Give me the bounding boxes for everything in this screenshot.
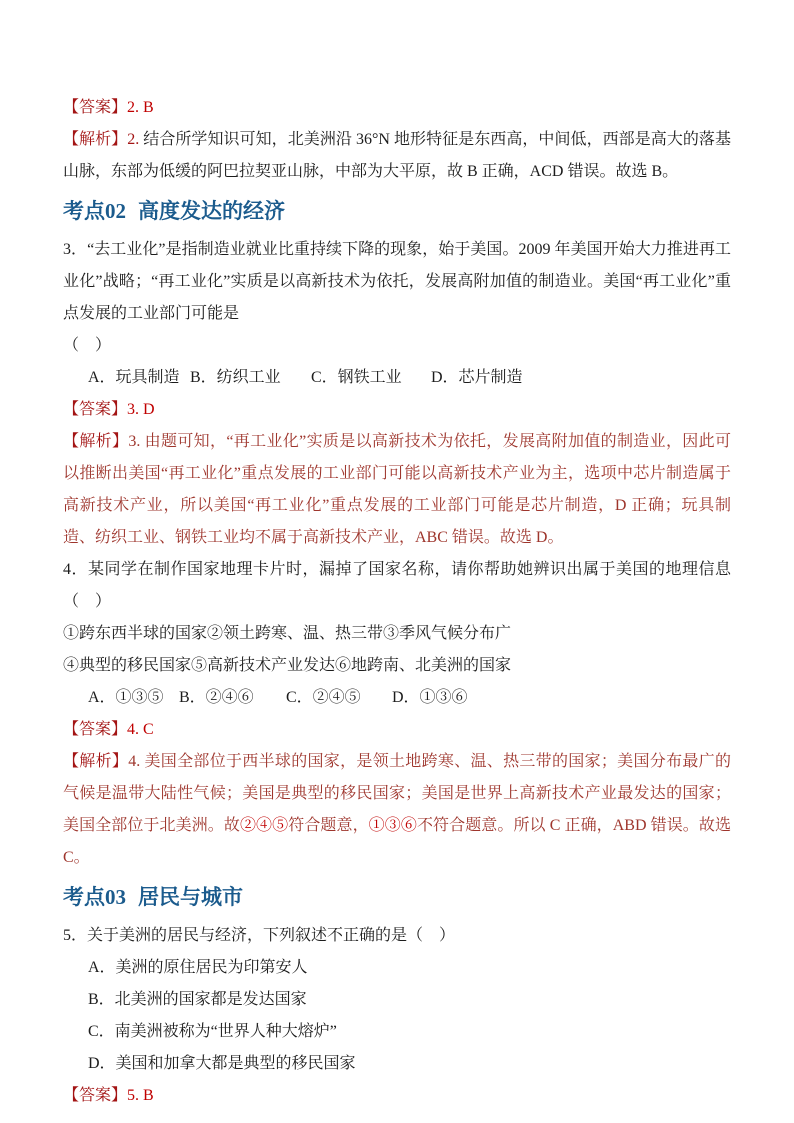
answer-value: 3. D — [127, 401, 155, 418]
option-item: B．②④⑥ — [179, 689, 254, 706]
analysis-paragraph — [63, 746, 731, 874]
analysis-label: 【解析】 — [63, 753, 129, 770]
option-item: D．芯片制造 — [431, 369, 523, 386]
option-item: C．钢铁工业 — [311, 369, 402, 386]
answer-value: 4. C — [127, 721, 154, 738]
option-item: D．①③⑥ — [392, 689, 468, 706]
question-stem: 3．“去工业化”是指制造业就业比重持续下降的现象，始于美国。2009 年美国开始大力推进再工业化”战略；“再工业化”实质是以高新技术为依托，发展高附加值的制造业。美国“再工业化”重点发展的工业部门可能是 — [63, 241, 731, 322]
analysis-text: 4. 美国全部位于西半球的国家，是领土地跨寒、温、热三带的国家；美国分布最广的气候是温带大陆性气候；美国是典型的移民国家；美国是世界上高新技术产业最发达的国家；美国全部位于北美洲。故 — [63, 753, 731, 834]
option-item: C．②④⑤ — [286, 689, 361, 706]
analysis-text: 不符合题意。所以 C 正确，ABD 错误。故选 C。 — [63, 817, 731, 866]
answer-label: 【答案】 — [63, 401, 128, 418]
analysis-text: 结合所学知识可知，北美洲沿 36°N 地形特征是东西高，中间低，西部是高大的落基山脉，东部为低缓的阿巴拉契亚山脉，中部为大平原，故 B 正确，ACD 错误。故选 B。 — [63, 131, 731, 180]
answer-line — [63, 714, 731, 746]
option-item: C．南美洲被称为“世界人种大熔炉” — [88, 1023, 337, 1040]
answer-label: 【答案】 — [63, 721, 128, 738]
option-item: A．玩具制造 — [88, 369, 180, 386]
analysis-text: 3. 由题可知，“再工业化”实质是以高新技术为依托，发展高附加值的制造业，因此可以推断出美国“再工业化”重点发展的工业部门可能以高新技术产业为主，选项中芯片制造属于高新技术产业，所以美国“再工业化”重点发展的工业部门可能是芯片制造，D 正确；玩具制造、纺织工业、钢铁工业均不属于高新技术产业，ABC 错误。故选 D。 — [63, 433, 731, 546]
analysis-label: 【解析】 — [63, 433, 129, 450]
analysis-label: 【解析】 — [63, 131, 128, 148]
section-title: 高度发达的经济 — [138, 199, 285, 223]
section-heading — [63, 196, 731, 226]
answer-line — [63, 92, 731, 124]
option-item: B．北美洲的国家都是发达国家 — [88, 991, 307, 1008]
analysis-text: 符合题意， — [288, 817, 369, 834]
section-title: 居民与城市 — [138, 885, 243, 909]
analysis-paragraph — [63, 426, 731, 554]
circled-numbers: ②④⑤ — [239, 817, 289, 834]
section-heading — [63, 882, 731, 912]
answer-label: 【答案】 — [63, 99, 128, 116]
answer-line — [63, 394, 731, 426]
info-line: ④典型的移民国家⑤高新技术产业发达⑥地跨南、北美洲的国家 — [63, 657, 512, 674]
option-item: D．美国和加拿大都是典型的移民国家 — [88, 1055, 356, 1072]
options-row — [63, 362, 731, 394]
circled-numbers: ①③⑥ — [368, 817, 417, 834]
section-number: 考点02 — [63, 199, 126, 223]
option-item: A．①③⑤ — [88, 689, 164, 706]
info-line: ①跨东西半球的国家②领土跨寒、温、热三带③季风气候分布广 — [63, 625, 512, 642]
section-number: 考点03 — [63, 885, 126, 909]
answer-line — [63, 1080, 731, 1112]
analysis-paragraph — [63, 124, 731, 188]
question-stem: 4．某同学在制作国家地理卡片时，漏掉了国家名称，请你帮助她辨识出属于美国的地理信息（ ） — [63, 561, 731, 610]
analysis-number: 2. — [127, 131, 144, 148]
answer-value: 5. B — [127, 1087, 154, 1104]
option-item: B．纺织工业 — [190, 369, 281, 386]
answer-blank: （ ） — [63, 337, 112, 354]
options-row — [63, 682, 731, 714]
option-item: A．美洲的原住居民为印第安人 — [88, 959, 308, 976]
answer-value: 2. B — [127, 99, 154, 116]
question-stem: 5．关于美洲的居民与经济，下列叙述不正确的是（ ） — [63, 927, 456, 944]
answer-label: 【答案】 — [63, 1087, 128, 1104]
